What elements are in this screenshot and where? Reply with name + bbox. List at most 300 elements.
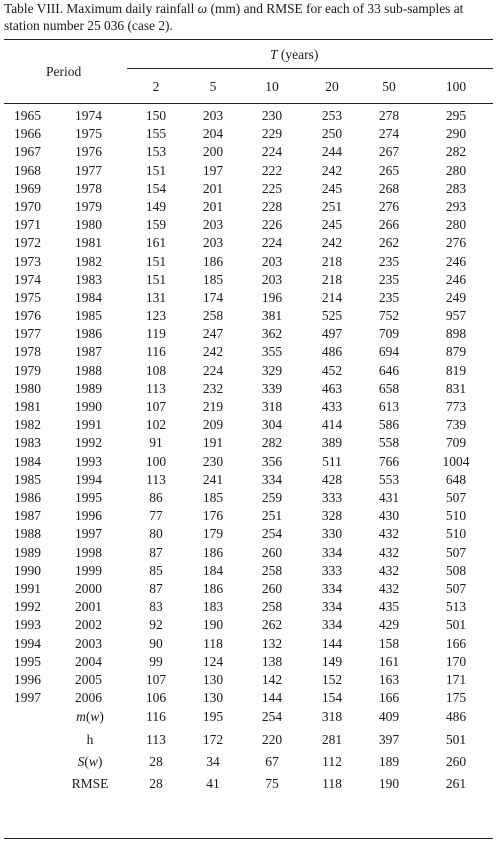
period-end: 2005	[75, 671, 102, 687]
period-start: 1980	[14, 380, 41, 396]
period-end: 1993	[75, 453, 102, 469]
rainfall-value: 452	[321, 362, 343, 378]
rainfall-value: 486	[321, 344, 343, 360]
period-end: 1995	[75, 489, 102, 505]
rainfall-value: 432	[378, 580, 400, 596]
table-row	[0, 579, 497, 599]
table-row	[0, 197, 497, 217]
period-start: 1979	[14, 362, 41, 378]
rainfall-value: 191	[202, 435, 224, 451]
rainfall-value: 254	[261, 709, 283, 725]
rainfall-value: 158	[378, 635, 400, 651]
bottom-rule	[4, 838, 493, 839]
period-end: 1981	[75, 235, 102, 251]
rainfall-value: 246	[445, 271, 467, 287]
rainfall-value: 119	[146, 326, 166, 342]
rainfall-value: 179	[202, 526, 224, 542]
rainfall-value: 235	[378, 271, 400, 287]
rainfall-value: 118	[203, 635, 223, 651]
period-start: 1991	[14, 580, 41, 596]
rainfall-value: 282	[261, 435, 283, 451]
rainfall-value: 381	[261, 308, 283, 324]
rainfall-value: 196	[261, 289, 283, 305]
rainfall-value: 113	[146, 471, 166, 487]
rainfall-value: 224	[261, 144, 283, 160]
rainfall-value: 235	[378, 253, 400, 269]
rainfall-value: 219	[202, 399, 224, 415]
rainfall-value: 151	[145, 253, 167, 269]
period-start: 1988	[14, 526, 41, 542]
rainfall-value: 224	[261, 235, 283, 251]
rainfall-value: 356	[261, 453, 283, 469]
rainfall-value: 259	[261, 489, 283, 505]
period-start: 1978	[14, 344, 41, 360]
rainfall-value: 242	[321, 235, 343, 251]
top-rule	[4, 39, 493, 40]
rainfall-value: 329	[261, 362, 283, 378]
rainfall-value: 242	[202, 344, 224, 360]
period-end: 1997	[75, 526, 102, 542]
rainfall-value: 658	[378, 380, 400, 396]
rainfall-value: 507	[445, 489, 467, 505]
period-start: 1972	[14, 235, 41, 251]
rainfall-value: 228	[261, 198, 283, 214]
period-end: 2004	[75, 653, 102, 669]
rainfall-value: 247	[202, 326, 224, 342]
rainfall-value: 766	[378, 453, 400, 469]
summary-label: m(w)	[76, 709, 104, 725]
rainfall-value: 831	[445, 380, 467, 396]
period-end: 1986	[75, 326, 102, 342]
period-end: 1982	[75, 253, 102, 269]
table-row	[0, 670, 497, 690]
rainfall-value: 201	[202, 180, 224, 196]
rainfall-value: 170	[445, 653, 467, 669]
t-header: T (years)	[270, 47, 319, 62]
rainfall-value: 34	[206, 753, 220, 769]
table-row	[0, 634, 497, 654]
rainfall-value: 258	[202, 308, 224, 324]
rainfall-value: 267	[378, 144, 400, 160]
rainfall-value: 130	[202, 690, 224, 706]
table-row	[0, 543, 497, 563]
rainfall-value: 153	[145, 144, 167, 160]
rainfall-value: 149	[321, 653, 343, 669]
period-start: 1996	[14, 671, 41, 687]
rainfall-value: 83	[149, 599, 163, 615]
rainfall-value: 334	[261, 471, 283, 487]
rainfall-value: 276	[445, 235, 467, 251]
table-row	[0, 615, 497, 635]
period-start: 1977	[14, 326, 41, 342]
rainfall-value: 214	[321, 289, 343, 305]
rainfall-value: 1004	[442, 453, 470, 469]
rainfall-value: 428	[321, 471, 343, 487]
return-period-header: 10	[265, 79, 279, 94]
table-row	[0, 179, 497, 199]
rainfall-value: 203	[202, 217, 224, 233]
rainfall-value: 203	[261, 253, 283, 269]
rainfall-value: 501	[445, 617, 467, 633]
rainfall-value: 463	[321, 380, 343, 396]
rainfall-value: 90	[149, 635, 163, 651]
rainfall-value: 709	[378, 326, 400, 342]
rainfall-value: 258	[261, 599, 283, 615]
period-end: 1974	[75, 108, 102, 123]
rainfall-value: 245	[321, 217, 343, 233]
period-start: 1997	[14, 690, 41, 706]
rainfall-value: 280	[445, 162, 467, 178]
period-end: 1987	[75, 344, 102, 360]
rainfall-value: 276	[378, 198, 400, 214]
period-end: 1999	[75, 562, 102, 578]
rainfall-value: 261	[445, 776, 467, 792]
rainfall-value: 154	[145, 180, 167, 196]
period-end: 2000	[75, 580, 102, 596]
period-end: 1975	[75, 126, 102, 142]
rainfall-value: 189	[378, 753, 400, 769]
period-start: 1969	[14, 180, 41, 196]
table-row	[0, 688, 497, 708]
rainfall-value: 318	[321, 709, 343, 725]
rainfall-value: 91	[149, 435, 163, 451]
period-end: 1979	[75, 198, 102, 214]
rainfall-value: 75	[265, 776, 279, 792]
period-start: 1984	[14, 453, 41, 469]
rainfall-value: 241	[202, 471, 224, 487]
rainfall-value: 106	[145, 690, 167, 706]
period-end: 1994	[75, 471, 102, 487]
rainfall-value: 159	[145, 217, 167, 233]
table-row	[0, 124, 497, 144]
table-row	[0, 342, 497, 362]
rainfall-value: 144	[261, 690, 283, 706]
rainfall-value: 330	[321, 526, 343, 542]
table-row	[0, 524, 497, 544]
rainfall-value: 304	[261, 417, 283, 433]
period-start: 1995	[14, 653, 41, 669]
period-end: 2006	[75, 690, 102, 706]
rainfall-value: 154	[321, 690, 343, 706]
rainfall-value: 558	[378, 435, 400, 451]
period-start: 1975	[14, 289, 41, 305]
period-end: 1977	[75, 162, 102, 178]
rainfall-value: 116	[146, 344, 166, 360]
rainfall-value: 334	[321, 599, 343, 615]
rainfall-value: 113	[146, 380, 166, 396]
period-start: 1971	[14, 217, 41, 233]
period-end: 1980	[75, 217, 102, 233]
rainfall-value: 334	[321, 617, 343, 633]
rainfall-value: 501	[445, 731, 467, 747]
rainfall-value: 525	[321, 308, 343, 324]
rainfall-value: 262	[378, 235, 400, 251]
period-end: 2003	[75, 635, 102, 651]
rainfall-value: 510	[445, 526, 467, 542]
rainfall-value: 171	[445, 671, 467, 687]
rainfall-value: 280	[445, 217, 467, 233]
rainfall-value: 266	[378, 217, 400, 233]
rainfall-value: 77	[149, 508, 163, 524]
t-header-rule	[127, 68, 493, 69]
summary-label: h	[86, 731, 94, 747]
rainfall-value: 253	[321, 108, 343, 123]
rainfall-value: 200	[202, 144, 224, 160]
summary-label: RMSE	[71, 776, 109, 792]
rainfall-value: 176	[202, 508, 224, 524]
rainfall-value: 152	[321, 671, 343, 687]
period-end: 1989	[75, 380, 102, 396]
period-end: 1984	[75, 289, 102, 305]
rainfall-value: 260	[261, 580, 283, 596]
rainfall-value: 142	[261, 671, 283, 687]
rainfall-value: 209	[202, 417, 224, 433]
rainfall-value: 41	[206, 776, 220, 792]
rainfall-value: 230	[261, 108, 283, 123]
period-start: 1966	[14, 126, 41, 142]
rainfall-value: 229	[261, 126, 283, 142]
rainfall-value: 225	[261, 180, 283, 196]
summary-row	[0, 774, 497, 794]
rainfall-value: 242	[321, 162, 343, 178]
rainfall-value: 333	[321, 489, 343, 505]
rainfall-value: 250	[321, 126, 343, 142]
rainfall-value: 646	[378, 362, 400, 378]
return-period-header: 50	[382, 79, 396, 94]
rainfall-value: 251	[261, 508, 283, 524]
period-start: 1992	[14, 599, 41, 615]
rainfall-value: 510	[445, 508, 467, 524]
rainfall-value: 429	[378, 617, 400, 633]
rainfall-value: 86	[149, 489, 163, 505]
rainfall-value: 278	[378, 108, 400, 123]
rainfall-value: 819	[445, 362, 467, 378]
rainfall-value: 166	[445, 635, 467, 651]
header-bottom-rule	[4, 103, 493, 104]
rainfall-value: 186	[202, 580, 224, 596]
rainfall-value: 254	[261, 526, 283, 542]
rainfall-value: 195	[202, 709, 224, 725]
rainfall-value: 432	[378, 526, 400, 542]
table-row	[0, 561, 497, 581]
table-row	[0, 652, 497, 672]
period-end: 2001	[75, 599, 102, 615]
rainfall-value: 203	[202, 235, 224, 251]
rainfall-value: 513	[445, 599, 467, 615]
rainfall-value: 190	[202, 617, 224, 633]
period-start: 1989	[14, 544, 41, 560]
summary-row	[0, 730, 497, 750]
rainfall-value: 185	[202, 271, 224, 287]
table-row	[0, 506, 497, 526]
rainfall-value: 138	[261, 653, 283, 669]
rainfall-value: 197	[202, 162, 224, 178]
rainfall-value: 362	[261, 326, 283, 342]
rainfall-value: 67	[265, 753, 279, 769]
rainfall-value: 435	[378, 599, 400, 615]
rainfall-value: 318	[261, 399, 283, 415]
rainfall-value: 258	[261, 562, 283, 578]
rainfall-value: 274	[378, 126, 400, 142]
table-row	[0, 306, 497, 326]
summary-row	[0, 707, 497, 727]
rainfall-value: 293	[445, 198, 467, 214]
rainfall-value: 773	[445, 399, 467, 415]
rainfall-value: 694	[378, 344, 400, 360]
rainfall-value: 244	[321, 144, 343, 160]
rainfall-value: 186	[202, 253, 224, 269]
rainfall-value: 246	[445, 253, 467, 269]
rainfall-value: 260	[261, 544, 283, 560]
period-start: 1976	[14, 308, 41, 324]
rainfall-value: 507	[445, 544, 467, 560]
period-end: 1990	[75, 399, 102, 415]
rainfall-value: 107	[145, 399, 167, 415]
rainfall-value: 203	[202, 108, 224, 123]
period-start: 1994	[14, 635, 41, 651]
table-row	[0, 215, 497, 235]
table-row	[0, 361, 497, 381]
rainfall-value: 262	[261, 617, 283, 633]
table-row	[0, 452, 497, 472]
rainfall-value: 283	[445, 180, 467, 196]
rainfall-value: 175	[445, 690, 467, 706]
rainfall-value: 204	[202, 126, 224, 142]
period-start: 1973	[14, 253, 41, 269]
return-period-header: 20	[325, 79, 339, 94]
rainfall-value: 333	[321, 562, 343, 578]
rainfall-value: 389	[321, 435, 343, 451]
period-end: 1978	[75, 180, 102, 196]
period-end: 1991	[75, 417, 102, 433]
rainfall-value: 150	[145, 108, 167, 123]
rainfall-value: 144	[321, 635, 343, 651]
rainfall-value: 409	[378, 709, 400, 725]
period-start: 1990	[14, 562, 41, 578]
table-row	[0, 288, 497, 308]
rainfall-value: 161	[145, 235, 167, 251]
rainfall-value: 249	[445, 289, 467, 305]
rainfall-value: 328	[321, 508, 343, 524]
rainfall-value: 201	[202, 198, 224, 214]
rainfall-value: 397	[378, 731, 400, 747]
rainfall-value: 433	[321, 399, 343, 415]
rainfall-value: 124	[202, 653, 224, 669]
table-row	[0, 324, 497, 344]
rainfall-value: 497	[321, 326, 343, 342]
period-start: 1985	[14, 471, 41, 487]
rainfall-value: 131	[145, 289, 167, 305]
rainfall-value: 190	[378, 776, 400, 792]
rainfall-value: 112	[322, 753, 342, 769]
rainfall-value: 898	[445, 326, 467, 342]
rainfall-value: 486	[445, 709, 467, 725]
period-start: 1987	[14, 508, 41, 524]
rainfall-value: 132	[261, 635, 283, 651]
rainfall-value: 648	[445, 471, 467, 487]
rainfall-value: 85	[149, 562, 163, 578]
rainfall-value: 102	[145, 417, 167, 433]
table-row	[0, 233, 497, 253]
rainfall-value: 151	[145, 162, 167, 178]
table-row	[0, 379, 497, 399]
rainfall-value: 281	[321, 731, 343, 747]
rainfall-value: 268	[378, 180, 400, 196]
period-start: 1968	[14, 162, 41, 178]
table-caption	[4, 0, 494, 34]
period-end: 1996	[75, 508, 102, 524]
period-header: Period	[46, 64, 82, 79]
summary-label: S(w)	[77, 753, 103, 769]
summary-row	[0, 752, 497, 772]
period-end: 1976	[75, 144, 102, 160]
table-row	[0, 470, 497, 490]
rainfall-value: 80	[149, 526, 163, 542]
rainfall-value: 414	[321, 417, 343, 433]
period-end: 2002	[75, 617, 102, 633]
period-start: 1983	[14, 435, 41, 451]
rainfall-value: 151	[145, 271, 167, 287]
rainfall-value: 28	[149, 776, 163, 792]
rainfall-value: 430	[378, 508, 400, 524]
rainfall-value: 957	[445, 308, 467, 324]
rainfall-value: 155	[145, 126, 167, 142]
period-start: 1967	[14, 144, 41, 160]
rainfall-value: 334	[321, 544, 343, 560]
period-start: 1970	[14, 198, 41, 214]
rainfall-value: 339	[261, 380, 283, 396]
table-row	[0, 433, 497, 453]
rainfall-value: 92	[149, 617, 163, 633]
rainfall-value: 100	[145, 453, 167, 469]
rainfall-value: 432	[378, 544, 400, 560]
rainfall-value: 265	[378, 162, 400, 178]
rainfall-value: 186	[202, 544, 224, 560]
rainfall-value: 235	[378, 289, 400, 305]
rainfall-value: 879	[445, 344, 467, 360]
period-end: 1988	[75, 362, 102, 378]
rainfall-value: 431	[378, 489, 400, 505]
rainfall-value: 507	[445, 580, 467, 596]
period-start: 1965	[14, 108, 41, 123]
rainfall-value: 752	[378, 308, 400, 324]
period-start: 1974	[14, 271, 41, 287]
period-end: 1998	[75, 544, 102, 560]
table-row	[0, 161, 497, 181]
rainfall-value: 174	[202, 289, 224, 305]
rainfall-value: 355	[261, 344, 283, 360]
period-end: 1985	[75, 308, 102, 324]
period-start: 1993	[14, 617, 41, 633]
rainfall-value: 260	[445, 753, 467, 769]
rainfall-value: 245	[321, 180, 343, 196]
caption-prefix: Table VIII. Maximum daily rainfall	[4, 1, 198, 16]
rainfall-value: 282	[445, 144, 467, 160]
table-row	[0, 415, 497, 435]
rainfall-value: 108	[145, 362, 167, 378]
table-row	[0, 488, 497, 508]
rainfall-value: 432	[378, 562, 400, 578]
rainfall-value: 184	[202, 562, 224, 578]
return-period-header: 2	[152, 79, 160, 94]
rainfall-value: 226	[261, 217, 283, 233]
rainfall-value: 218	[321, 271, 343, 287]
table-row	[0, 142, 497, 162]
table-row	[0, 270, 497, 290]
rainfall-value: 183	[202, 599, 224, 615]
table-row	[0, 106, 497, 126]
period-start: 1982	[14, 417, 41, 433]
